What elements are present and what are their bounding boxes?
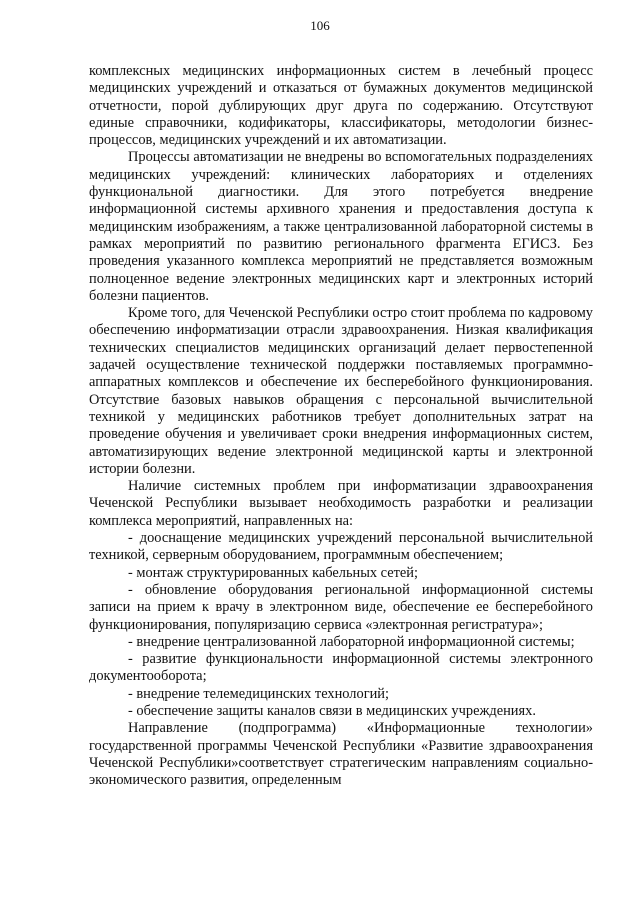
list-item: - внедрение централизованной лабораторной информационной системы;: [128, 633, 575, 650]
list-item: - внедрение телемедицинских технологий;: [128, 685, 389, 702]
list-item: - обеспечение защиты каналов связи в медицинских учреждениях.: [128, 702, 536, 719]
paragraph-continuation: комплексных медицинских информационных систем в лечебный процесс медицинских учреждений и отказаться от бумажных документов медицинской отчетности, порой дублирующих друг друга по содержанию. Отсутствуют единые справочники, кодификаторы, классификаторы, методологии бизнес-процессов, медицинских учреждений и их автоматизации.: [89, 63, 593, 149]
document-body: [89, 63, 593, 789]
paragraph-systemic-problems: Наличие системных проблем при информатизации здравоохранения Чеченской Республики вызывает необходимость разработки и реализации комплекса мероприятий, направленных на:: [89, 478, 593, 529]
list-item: - дооснащение медицинских учреждений персональной вычислительной техникой, серверным оборудованием, программным обеспечением;: [89, 530, 593, 564]
list-item: - монтаж структурированных кабельных сетей;: [128, 564, 418, 581]
paragraph-subprogram-direction: Направление (подпрограмма) «Информационные технологии» государственной программы Чеченской Республики «Развитие здравоохранения Чеченской Республики»соответствует стратегическим направлениям социально-экономического развития, определенным: [89, 720, 593, 789]
paragraph-automation-processes: Процессы автоматизации не внедрены во вспомогательных подразделениях медицинских учреждений: клинических лабораториях и отделениях функциональной диагностики. Для этого потребуется внедрение информационной системы архивного хранения и предоставления доступа к медицинским изображениям, а также централизованной лабораторной системы в рамках мероприятий по развитию регионального фрагмента ЕГИСЗ. Без проведения указанного комплекса мероприятий не представляется возможным полноценное ведение электронных медицинских карт и электронных историй болезни пациентов.: [89, 149, 593, 304]
list-item: - развитие функциональности информационной системы электронного документооборота;: [89, 651, 593, 685]
paragraph-staffing-problem: Кроме того, для Чеченской Республики остро стоит проблема по кадровому обеспечению информатизации отрасли здравоохранения. Низкая квалификация технических специалистов медицинских организаций делает первостепенной задачей осуществление технической поддержки поставляемых программно-аппаратных комплексов и обеспечение их бесперебойного функционирования. Отсутствие базовых навыков обращения с персональной вычислительной техникой у медицинских работников требует дополнительных затрат на проведение обучения и увеличивает сроки внедрения информационных систем, автоматизирующих ведение электронной медицинской карты и электронной истории болезни.: [89, 305, 593, 477]
page-number: 106: [310, 18, 330, 33]
list-item: - обновление оборудования региональной информационной системы записи на прием к врачу в электронном виде, обеспечение ее бесперебойного функционирования, популяризацию сервиса «электронная регистратура»;: [89, 581, 593, 633]
